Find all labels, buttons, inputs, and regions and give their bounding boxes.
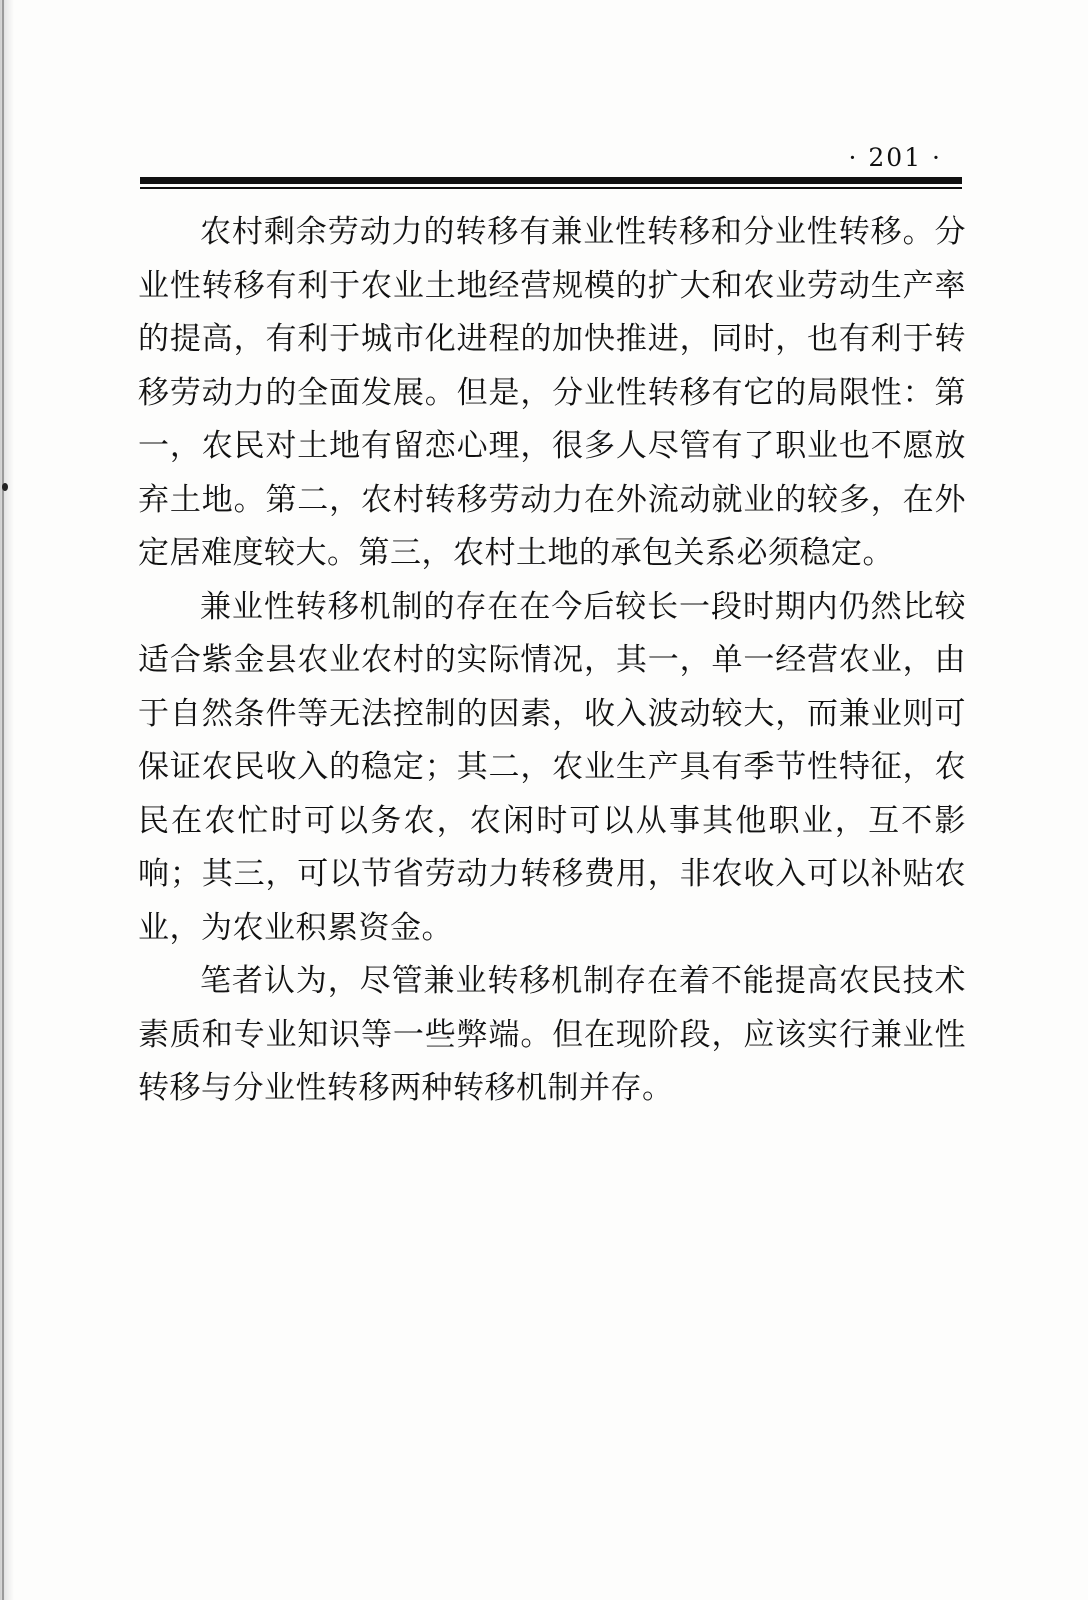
paragraph-3: 笔者认为，尽管兼业转移机制存在着不能提高农民技术素质和专业知识等一些弊端。但在现阶段，应该实行兼业性转移与分业性转移两种转移机制并存。 bbox=[138, 963, 966, 1106]
binding-edge-line bbox=[2, 0, 4, 1600]
body-text bbox=[138, 206, 966, 1116]
paragraph-2: 兼业性转移机制的存在在今后较长一段时期内仍然比较适合紫金县农业农村的实际情况，其一，单一经营农业，由于自然条件等无法控制的因素，收入波动较大，而兼业则可保证农民收入的稳定；其二，农业生产具有季节性特征，农民在农忙时可以务农，农闲时可以从事其他职业，互不影响；其三，可以节省劳动力转移费用，非农收入可以补贴农业，为农业积累资金。 bbox=[138, 588, 966, 946]
header-rule-thick bbox=[140, 177, 962, 184]
scan-speck bbox=[2, 483, 8, 491]
paragraph-1: 农村剩余劳动力的转移有兼业性转移和分业性转移。分业性转移有利于农业土地经营规模的扩大和农业劳动生产率的提高，有利于城市化进程的加快推进，同时，也有利于转移劳动力的全面发展。但是，分业性转移有它的局限性：第一，农民对土地有留恋心理，很多人尽管有了职业也不愿放弃土地。第二，农村转移劳动力在外流动就业的较多，在外定居难度较大。第三，农村土地的承包关系必须稳定。 bbox=[138, 214, 966, 571]
page-number: · 201 · bbox=[848, 143, 942, 172]
header-rule-thin bbox=[140, 187, 962, 189]
